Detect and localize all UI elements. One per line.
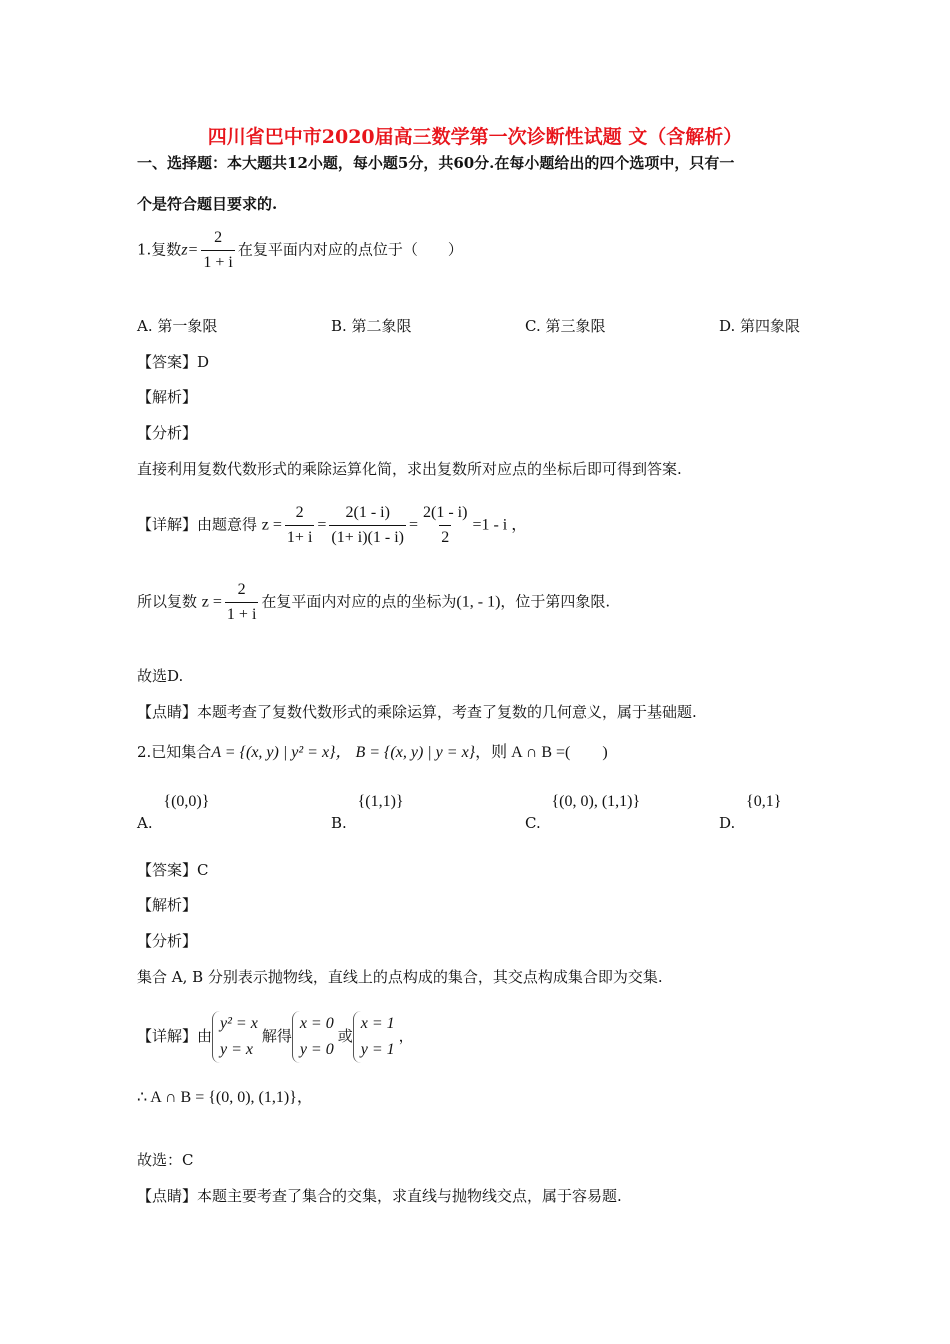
q2-fenxi-label: 【分析】 [137, 932, 198, 950]
q1-prefix: 1.复数 [137, 240, 182, 259]
q2-system-1 [212, 1011, 262, 1063]
q1-detail-frac3-den: 2 [439, 525, 451, 548]
q1-detail-result: =1 - i ， [472, 516, 528, 534]
q2-solve: 解得 [261, 1027, 292, 1045]
q2-option-b-value: {(1,1)} [357, 793, 404, 810]
q2-system-1-eq1: y² = x [220, 1015, 258, 1032]
q1-detail-frac3 [421, 503, 469, 548]
q2-system-3-eq2: y = 1 [360, 1041, 395, 1058]
q1-conclusion-suffix2: ，位于第四象限. [500, 592, 611, 611]
q1-conclusion-prefix: 所以复数 [137, 592, 198, 611]
q2-set-b: ， B = {(x, y) | y = x} [335, 744, 476, 761]
q1-analysis: 直接利用复数代数形式的乘除运算化简，求出复数所对应点的坐标后即可得到答案. [137, 460, 682, 478]
q1-detail-z: z = [261, 516, 282, 534]
q1-z: z= [181, 241, 199, 259]
q2-detail-label: 【详解】由 [137, 1027, 213, 1045]
q2-system-3-eq1: x = 1 [360, 1015, 395, 1032]
q1-conclusion-frac-num: 2 [237, 581, 246, 598]
section-heading-line2: 个是符合题目要求的. [137, 195, 278, 213]
q1-conclusion-frac [225, 580, 258, 625]
q1-detail-frac3-num: 2(1 - i) [423, 504, 468, 521]
q1-option-a: A. 第一象限 [137, 317, 218, 335]
q2-option-b [331, 793, 404, 832]
q1-conclusion-frac-den: 1 + i [225, 602, 258, 625]
q1-fraction [201, 228, 234, 273]
q2-answer: 【答案】C [137, 861, 209, 879]
q1-detail-frac2 [329, 503, 406, 548]
q1-jiexi-label: 【解析】 [137, 388, 198, 406]
q1-answer: 【答案】D [137, 353, 210, 371]
q1-conclusion-point: (1, - 1) [456, 593, 501, 611]
q1-option-d: D. 第四象限 [719, 317, 801, 335]
q1-fraction-den: 1 + i [201, 250, 234, 273]
q1-fraction-num: 2 [214, 229, 223, 246]
q2-option-c-value: {(0, 0), (1,1)} [551, 793, 641, 810]
q2-option-c [525, 793, 641, 832]
q1-fenxi-label: 【分析】 [137, 424, 198, 442]
q2-comma: ， [398, 1027, 414, 1045]
q2-stem [137, 742, 608, 763]
q1-option-b: B. 第二象限 [331, 317, 412, 335]
q1-detail-label: 【详解】由题意得 [137, 515, 258, 534]
q1-detail-frac2-num: 2(1 - i) [345, 504, 390, 521]
q1-detail-frac2-den: (1+ i)(1 - i) [329, 525, 406, 548]
q1-detail-frac1-den: 1+ i [285, 525, 314, 548]
q1-detail: 【详解】由题意得 z = $\frac{2}{1+ i}$ = $\frac{2(1 - i)}{(1+ i)(1 - i)}$ = $\frac{2(1 - i)}{2}$ =1 - i ， [137, 504, 528, 546]
q2-system-2-eq1: x = 0 [299, 1015, 334, 1032]
q2-jiexi-label: 【解析】 [137, 896, 198, 914]
q2-set-a: A = {(x, y) | y² = x} [211, 744, 336, 761]
q2-analysis: 集合 A, B 分别表示抛物线，直线上的点构成的集合，其交点构成集合即为交集. [137, 968, 663, 986]
q1-stem [137, 228, 463, 273]
q1-comment: 【点睛】本题考查了复数代数形式的乘除运算，考查了复数的几何意义，属于基础题. [137, 703, 697, 721]
q2-system-1-eq2: y = x [220, 1041, 254, 1058]
section-heading-line1: 一、选择题：本大题共12小题，每小题5分，共60分.在每小题给出的四个选项中，只有一 [137, 154, 735, 172]
q1-conclusion [137, 580, 610, 625]
q1-detail-frac1 [285, 503, 314, 548]
page-title: 四川省巴中市2020届高三数学第一次诊断性试题 文（含解析） [207, 126, 743, 148]
q2-option-b-letter: B. [331, 814, 347, 832]
q1-detail-frac1-num: 2 [295, 504, 304, 521]
q2-choose: 故选：C [137, 1151, 194, 1169]
q2-option-d [719, 793, 782, 832]
q1-conclusion-z: z = [201, 593, 222, 611]
q2-system-3 [353, 1011, 399, 1063]
q1-suffix: 在复平面内对应的点位于（ ） [237, 240, 463, 259]
q2-then: ，则 A ∩ B =( ) [475, 744, 608, 761]
q2-detail [137, 1010, 414, 1063]
q2-option-c-letter: C. [525, 814, 541, 832]
q2-option-a-value: {(0,0)} [163, 793, 210, 810]
q1-choose: 故选D. [137, 667, 184, 685]
q2-option-a-letter: A. [137, 814, 153, 832]
q2-option-d-value: {0,1} [746, 793, 782, 810]
q2-therefore: ∴ A ∩ B = {(0, 0), (1,1)}， [137, 1089, 313, 1106]
q1-conclusion-suffix1: 在复平面内对应的点的坐标为 [261, 592, 457, 611]
q2-option-a [137, 793, 210, 832]
q2-comment: 【点睛】本题主要考查了集合的交集，求直线与抛物线交点，属于容易题. [137, 1187, 622, 1205]
q2-system-2-eq2: y = 0 [299, 1041, 334, 1058]
q2-or: 或 [337, 1027, 353, 1045]
q2-prefix: 2.已知集合 [137, 743, 212, 761]
q2-option-d-letter: D. [719, 814, 736, 832]
q1-option-c: C. 第三象限 [525, 317, 606, 335]
q2-system-2 [292, 1011, 338, 1063]
